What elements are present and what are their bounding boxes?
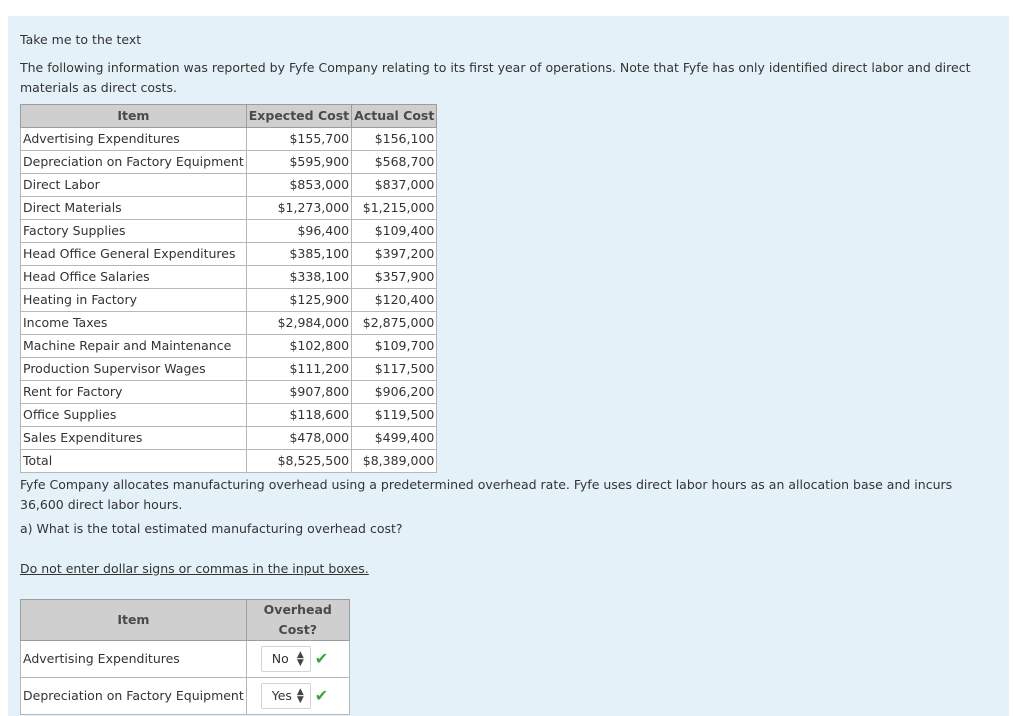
table-row <box>21 312 437 335</box>
row-actual-cost-cell: $397,200 <box>352 243 437 266</box>
row-item-cell: Production Supervisor Wages <box>21 358 247 381</box>
row-item-cell: Direct Materials <box>21 197 247 220</box>
column-header-item: Item <box>21 600 247 641</box>
column-header-actual-cost: Actual Cost <box>352 105 437 128</box>
row-actual-cost-cell: $120,400 <box>352 289 437 312</box>
question-panel <box>8 16 1009 716</box>
overhead-select-value: No <box>271 651 289 666</box>
row-expected-cost-cell: $111,200 <box>246 358 351 381</box>
row-expected-cost-cell: $8,525,500 <box>246 450 351 473</box>
row-actual-cost-cell: $837,000 <box>352 174 437 197</box>
row-expected-cost-cell: $155,700 <box>246 128 351 151</box>
row-actual-cost-cell: $906,200 <box>352 381 437 404</box>
row-actual-cost-cell: $357,900 <box>352 266 437 289</box>
row-expected-cost-cell: $1,273,000 <box>246 197 351 220</box>
row-item-cell: Rent for Factory <box>21 381 247 404</box>
table-row <box>21 243 437 266</box>
row-actual-cost-cell: $2,875,000 <box>352 312 437 335</box>
instruction-text: Do not enter dollar signs or commas in the input boxes. <box>20 561 369 576</box>
row-item-cell: Depreciation on Factory Equipment <box>21 678 247 715</box>
table-row <box>21 404 437 427</box>
table-row <box>21 174 437 197</box>
check-icon: ✔ <box>314 649 329 668</box>
table-row <box>21 427 437 450</box>
select-arrows-icon: ▲ ▼ <box>296 687 304 705</box>
overhead-select[interactable] <box>261 646 311 672</box>
overhead-select-group <box>249 683 328 709</box>
row-item-cell: Total <box>21 450 247 473</box>
table-row <box>21 358 437 381</box>
answer-table-header <box>21 600 350 641</box>
row-actual-cost-cell: $499,400 <box>352 427 437 450</box>
skip-to-text-link[interactable]: Take me to the text <box>20 32 142 47</box>
column-header-item: Item <box>21 105 247 128</box>
row-expected-cost-cell: $125,900 <box>246 289 351 312</box>
row-item-cell: Office Supplies <box>21 404 247 427</box>
table-row <box>21 450 437 473</box>
row-actual-cost-cell: $109,400 <box>352 220 437 243</box>
row-expected-cost-cell: $2,984,000 <box>246 312 351 335</box>
table-row <box>21 641 350 678</box>
row-item-cell: Income Taxes <box>21 312 247 335</box>
allocation-paragraph: Fyfe Company allocates manufacturing overhead using a predetermined overhead rate. Fyfe uses direct labor hours as an allocation base and incurs 36,600 direct labor hours. <box>20 477 953 512</box>
row-item-cell: Direct Labor <box>21 174 247 197</box>
row-actual-cost-cell: $568,700 <box>352 151 437 174</box>
row-expected-cost-cell: $478,000 <box>246 427 351 450</box>
cost-table-header <box>21 105 437 128</box>
row-expected-cost-cell: $338,100 <box>246 266 351 289</box>
overhead-select-group <box>249 646 328 672</box>
column-header-expected-cost: Expected Cost <box>246 105 351 128</box>
row-item-cell: Sales Expenditures <box>21 427 247 450</box>
overhead-select[interactable] <box>261 683 311 709</box>
row-actual-cost-cell: $1,215,000 <box>352 197 437 220</box>
check-icon: ✔ <box>314 686 329 705</box>
row-expected-cost-cell: $96,400 <box>246 220 351 243</box>
row-actual-cost-cell: $119,500 <box>352 404 437 427</box>
table-row <box>21 678 350 715</box>
intro-paragraph: The following information was reported by Fyfe Company relating to its first year of operations. Note that Fyfe has only identified direct labor and direct materials as direct costs. <box>20 60 971 95</box>
table-row <box>21 197 437 220</box>
table-row <box>21 266 437 289</box>
overhead-select-value: Yes <box>271 688 292 703</box>
row-actual-cost-cell: $156,100 <box>352 128 437 151</box>
row-actual-cost-cell: $109,700 <box>352 335 437 358</box>
row-item-cell: Head Office Salaries <box>21 266 247 289</box>
row-expected-cost-cell: $595,900 <box>246 151 351 174</box>
row-expected-cost-cell: $385,100 <box>246 243 351 266</box>
row-item-cell: Factory Supplies <box>21 220 247 243</box>
table-row <box>21 381 437 404</box>
row-item-cell: Machine Repair and Maintenance <box>21 335 247 358</box>
row-item-cell: Advertising Expenditures <box>21 641 247 678</box>
row-actual-cost-cell: $8,389,000 <box>352 450 437 473</box>
column-header-overhead-cost: Overhead Cost? <box>246 600 349 641</box>
table-row <box>21 128 437 151</box>
row-actual-cost-cell: $117,500 <box>352 358 437 381</box>
table-row <box>21 289 437 312</box>
row-expected-cost-cell: $118,600 <box>246 404 351 427</box>
row-expected-cost-cell: $907,800 <box>246 381 351 404</box>
row-expected-cost-cell: $853,000 <box>246 174 351 197</box>
row-item-cell: Depreciation on Factory Equipment <box>21 151 247 174</box>
question-text: a) What is the total estimated manufacturing overhead cost? <box>20 521 403 536</box>
row-item-cell: Advertising Expenditures <box>21 128 247 151</box>
row-expected-cost-cell: $102,800 <box>246 335 351 358</box>
overhead-select-cell <box>246 678 349 715</box>
row-item-cell: Heating in Factory <box>21 289 247 312</box>
table-row <box>21 151 437 174</box>
answer-table <box>20 599 350 715</box>
row-item-cell: Head Office General Expenditures <box>21 243 247 266</box>
cost-table <box>20 104 437 473</box>
table-row <box>21 220 437 243</box>
overhead-select-cell <box>246 641 349 678</box>
table-row <box>21 335 437 358</box>
select-arrows-icon: ▲ ▼ <box>296 650 304 668</box>
